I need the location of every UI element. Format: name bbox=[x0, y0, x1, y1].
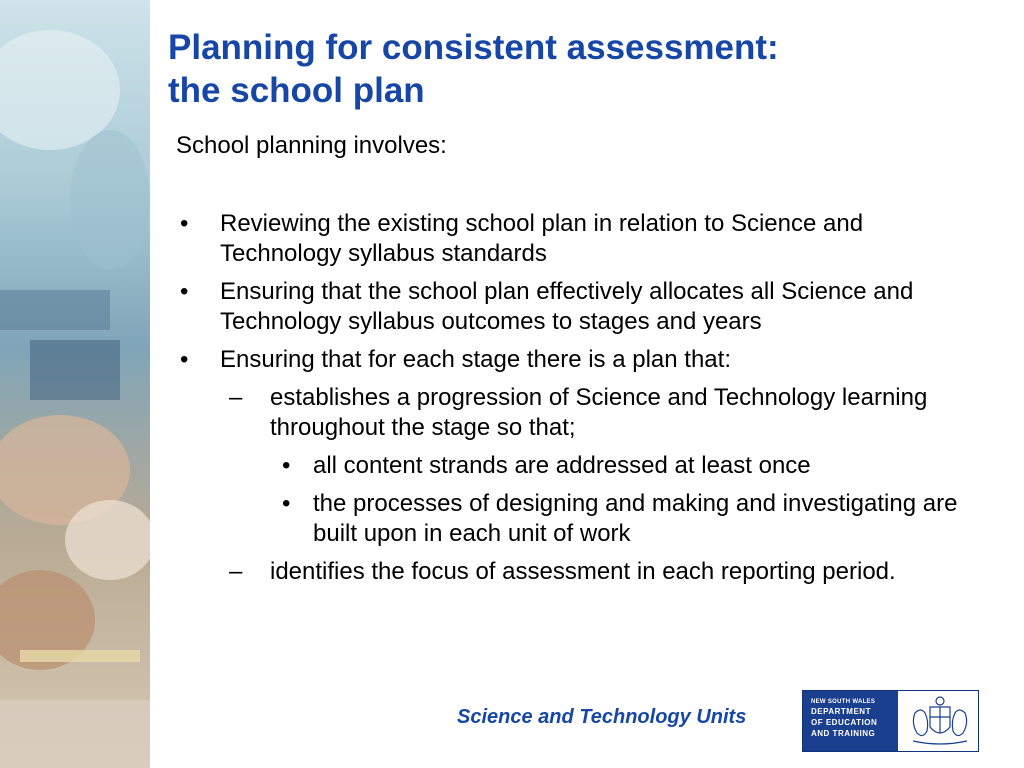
slide-title bbox=[168, 26, 988, 112]
sub-item-text: identifies the focus of assessment in each reporting period. bbox=[270, 558, 896, 585]
sub-sub-item-text: all content strands are addressed at least once bbox=[313, 452, 811, 479]
bullet-text: Ensuring that for each stage there is a plan that: bbox=[220, 346, 731, 373]
logo-wordmark bbox=[803, 691, 898, 751]
sub-sub-item bbox=[176, 489, 976, 549]
sub-item bbox=[176, 383, 976, 443]
dash-marker: – bbox=[229, 558, 243, 585]
title-line-1: Planning for consistent assessment: bbox=[168, 28, 779, 67]
title-line-2: the school plan bbox=[168, 71, 425, 110]
sub-sub-item bbox=[176, 451, 976, 481]
bullet-marker: • bbox=[282, 452, 291, 479]
sub-item bbox=[176, 557, 976, 587]
footer-text: Science and Technology Units bbox=[457, 706, 747, 728]
sub-sub-item-text: the processes of designing and making and investigating are built upon in each unit of work bbox=[313, 490, 958, 547]
department-logo bbox=[802, 690, 979, 752]
bullet-marker: • bbox=[282, 490, 291, 517]
coat-of-arms-icon bbox=[903, 693, 977, 749]
bullet-marker: • bbox=[180, 346, 189, 373]
logo-line-1: NEW SOUTH WALES bbox=[811, 699, 876, 705]
slide-body bbox=[176, 131, 976, 595]
bullet-item bbox=[176, 209, 976, 269]
bullet-text: Reviewing the existing school plan in relation to Science and Technology syllabus standards bbox=[220, 210, 864, 267]
intro-text: School planning involves: bbox=[176, 132, 447, 159]
bullet-text: Ensuring that the school plan effectively allocates all Science and Technology syllabus outcomes to stages and years bbox=[220, 278, 914, 335]
dash-marker: – bbox=[229, 384, 243, 411]
bullet-item bbox=[176, 277, 976, 337]
bullet-marker: • bbox=[180, 278, 189, 305]
logo-line-4: AND TRAINING bbox=[811, 729, 876, 738]
sub-item-text: establishes a progression of Science and Technology learning throughout the stage so that; bbox=[270, 384, 928, 441]
bullet-item bbox=[176, 345, 976, 375]
decorative-photo-strip bbox=[0, 0, 150, 768]
bullet-marker: • bbox=[180, 210, 189, 237]
logo-line-3: OF EDUCATION bbox=[811, 718, 878, 727]
logo-line-2: DEPARTMENT bbox=[811, 707, 871, 716]
